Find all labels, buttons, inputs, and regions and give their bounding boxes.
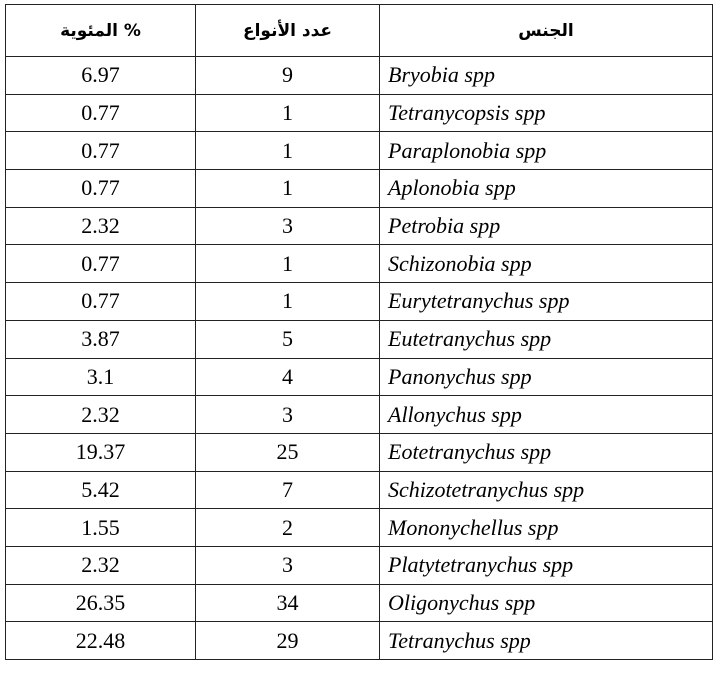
table-row (6, 622, 713, 660)
cell-species-count: 3 (196, 207, 380, 245)
cell-percent: 0.77 (6, 94, 196, 132)
table-row (6, 283, 713, 321)
cell-genus: Panonychus spp (380, 358, 713, 396)
genus-species-table (5, 4, 713, 660)
cell-genus: Eurytetranychus spp (380, 283, 713, 321)
header-genus: الجنس (380, 5, 713, 57)
cell-percent: 0.77 (6, 283, 196, 321)
cell-genus: Paraplonobia spp (380, 132, 713, 170)
cell-percent: 0.77 (6, 132, 196, 170)
table-row (6, 358, 713, 396)
cell-species-count: 7 (196, 471, 380, 509)
cell-genus: Tetranychus spp (380, 622, 713, 660)
table-row (6, 584, 713, 622)
cell-genus: Tetranycopsis spp (380, 94, 713, 132)
header-percent: % المئوية (6, 5, 196, 57)
cell-percent: 2.32 (6, 396, 196, 434)
cell-genus: Schizonobia spp (380, 245, 713, 283)
table-row (6, 320, 713, 358)
cell-species-count: 4 (196, 358, 380, 396)
cell-species-count: 5 (196, 320, 380, 358)
cell-percent: 0.77 (6, 170, 196, 208)
table-row (6, 546, 713, 584)
table-row (6, 132, 713, 170)
cell-percent: 19.37 (6, 433, 196, 471)
cell-genus: Eutetranychus spp (380, 320, 713, 358)
cell-genus: Oligonychus spp (380, 584, 713, 622)
genus-table-container (5, 4, 713, 660)
cell-species-count: 25 (196, 433, 380, 471)
cell-species-count: 3 (196, 396, 380, 434)
table-row (6, 396, 713, 434)
cell-species-count: 29 (196, 622, 380, 660)
cell-genus: Bryobia spp (380, 57, 713, 95)
cell-species-count: 2 (196, 509, 380, 547)
cell-species-count: 1 (196, 132, 380, 170)
cell-species-count: 34 (196, 584, 380, 622)
cell-species-count: 1 (196, 94, 380, 132)
cell-percent: 26.35 (6, 584, 196, 622)
table-row (6, 471, 713, 509)
table-row (6, 509, 713, 547)
table-row (6, 57, 713, 95)
cell-genus: Allonychus spp (380, 396, 713, 434)
table-body (6, 57, 713, 660)
table-row (6, 433, 713, 471)
cell-percent: 5.42 (6, 471, 196, 509)
cell-species-count: 1 (196, 245, 380, 283)
cell-genus: Aplonobia spp (380, 170, 713, 208)
cell-percent: 3.1 (6, 358, 196, 396)
cell-percent: 22.48 (6, 622, 196, 660)
cell-species-count: 9 (196, 57, 380, 95)
cell-species-count: 3 (196, 546, 380, 584)
header-species-count: عدد الأنواع (196, 5, 380, 57)
cell-percent: 1.55 (6, 509, 196, 547)
table-row (6, 207, 713, 245)
cell-genus: Petrobia spp (380, 207, 713, 245)
cell-percent: 2.32 (6, 207, 196, 245)
cell-species-count: 1 (196, 283, 380, 321)
cell-percent: 3.87 (6, 320, 196, 358)
cell-genus: Platytetranychus spp (380, 546, 713, 584)
table-row (6, 170, 713, 208)
cell-species-count: 1 (196, 170, 380, 208)
cell-genus: Mononychellus spp (380, 509, 713, 547)
cell-percent: 2.32 (6, 546, 196, 584)
cell-genus: Schizotetranychus spp (380, 471, 713, 509)
cell-percent: 6.97 (6, 57, 196, 95)
table-header-row (6, 5, 713, 57)
table-row (6, 94, 713, 132)
cell-genus: Eotetranychus spp (380, 433, 713, 471)
cell-percent: 0.77 (6, 245, 196, 283)
table-row (6, 245, 713, 283)
